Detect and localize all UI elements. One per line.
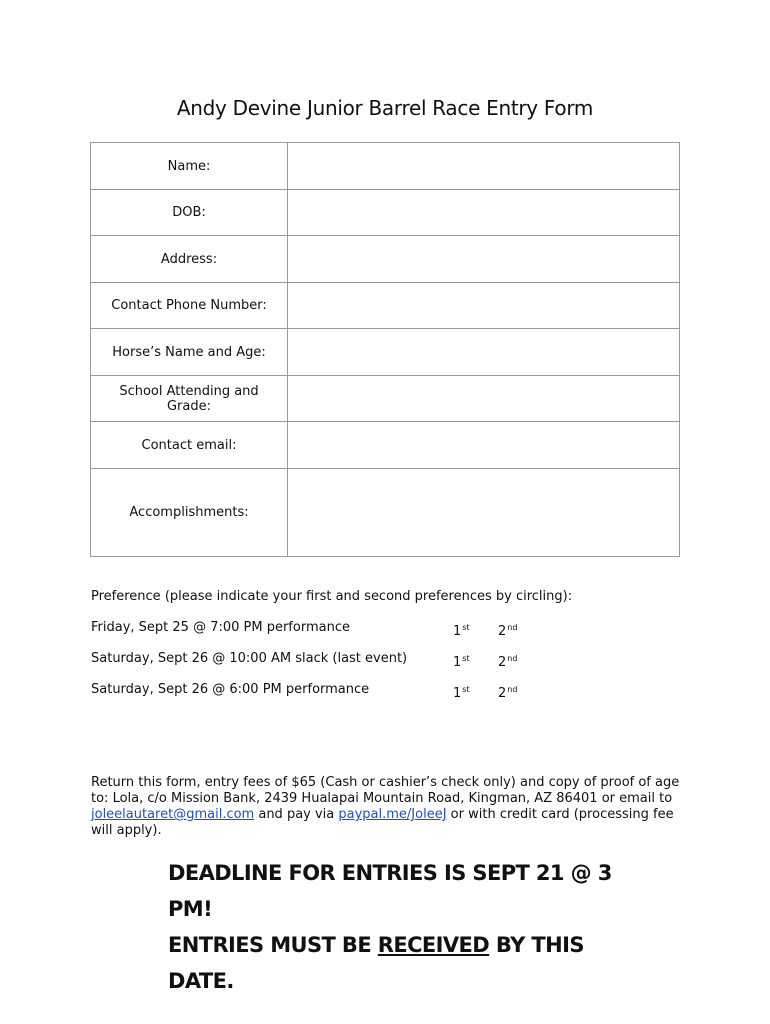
preference-row-saturday-performance	[91, 682, 691, 713]
address-label: Address:	[91, 236, 288, 283]
first-choice-option[interactable]: 1st	[453, 654, 470, 670]
name-field[interactable]	[288, 143, 680, 190]
return-instructions	[91, 775, 686, 839]
horse-field[interactable]	[288, 329, 680, 376]
form-row-name	[91, 143, 680, 190]
preferences-heading: Preference (please indicate your first and second preferences by circling):	[91, 589, 573, 604]
preference-event-label: Saturday, Sept 26 @ 6:00 PM performance	[91, 682, 370, 697]
first-choice-option[interactable]: 1st	[453, 685, 470, 701]
deadline-line-1: DEADLINE FOR ENTRIES IS SEPT 21 @ 3 PM!	[168, 861, 612, 921]
preferences-section	[91, 589, 691, 713]
name-label: Name:	[91, 143, 288, 190]
dob-field[interactable]	[288, 190, 680, 236]
preference-event-label: Friday, Sept 25 @ 7:00 PM performance	[91, 620, 350, 635]
deadline-line-2: ENTRIES MUST BE RECEIVED BY THIS DATE.	[168, 933, 584, 993]
form-row-phone	[91, 283, 680, 329]
first-choice-option[interactable]: 1st	[453, 623, 470, 639]
deadline-notice	[168, 855, 638, 999]
preference-row-friday	[91, 620, 691, 651]
form-row-email	[91, 422, 680, 469]
received-emphasis: RECEIVED	[377, 933, 490, 957]
form-row-school	[91, 376, 680, 422]
entry-form-table	[90, 142, 680, 557]
accomplishments-label: Accomplishments:	[91, 469, 288, 557]
second-choice-option[interactable]: 2nd	[498, 623, 518, 639]
phone-field[interactable]	[288, 283, 680, 329]
dob-label: DOB:	[91, 190, 288, 236]
accomplishments-field[interactable]	[288, 469, 680, 557]
form-row-dob	[91, 190, 680, 236]
email-label: Contact email:	[91, 422, 288, 469]
horse-label: Horse’s Name and Age:	[91, 329, 288, 376]
instructions-text: Return this form, entry fees of $65 (Cash or cashier’s check only) and copy of proof of age to: Lola, c/o Mission Bank, 2439 Hualapai Mountain Road, Kingman, AZ 86401 or email to	[91, 775, 680, 806]
second-choice-option[interactable]: 2nd	[498, 654, 518, 670]
school-label: School Attending and Grade:	[91, 376, 288, 422]
instructions-text: and pay via	[254, 807, 339, 822]
email-field[interactable]	[288, 422, 680, 469]
form-row-accomplishments	[91, 469, 680, 557]
preference-row-saturday-slack	[91, 651, 691, 682]
phone-label: Contact Phone Number:	[91, 283, 288, 329]
paypal-link[interactable]: paypal.me/JoleeJ	[338, 807, 447, 822]
form-title: Andy Devine Junior Barrel Race Entry Form	[176, 96, 594, 120]
form-row-address	[91, 236, 680, 283]
address-field[interactable]	[288, 236, 680, 283]
preference-event-label: Saturday, Sept 26 @ 10:00 AM slack (last event)	[91, 651, 408, 666]
form-row-horse	[91, 329, 680, 376]
school-field[interactable]	[288, 376, 680, 422]
instructions-text: or with credit card (processing fee will apply).	[91, 807, 674, 838]
email-link[interactable]: joleelautaret@gmail.com	[91, 807, 255, 822]
second-choice-option[interactable]: 2nd	[498, 685, 518, 701]
